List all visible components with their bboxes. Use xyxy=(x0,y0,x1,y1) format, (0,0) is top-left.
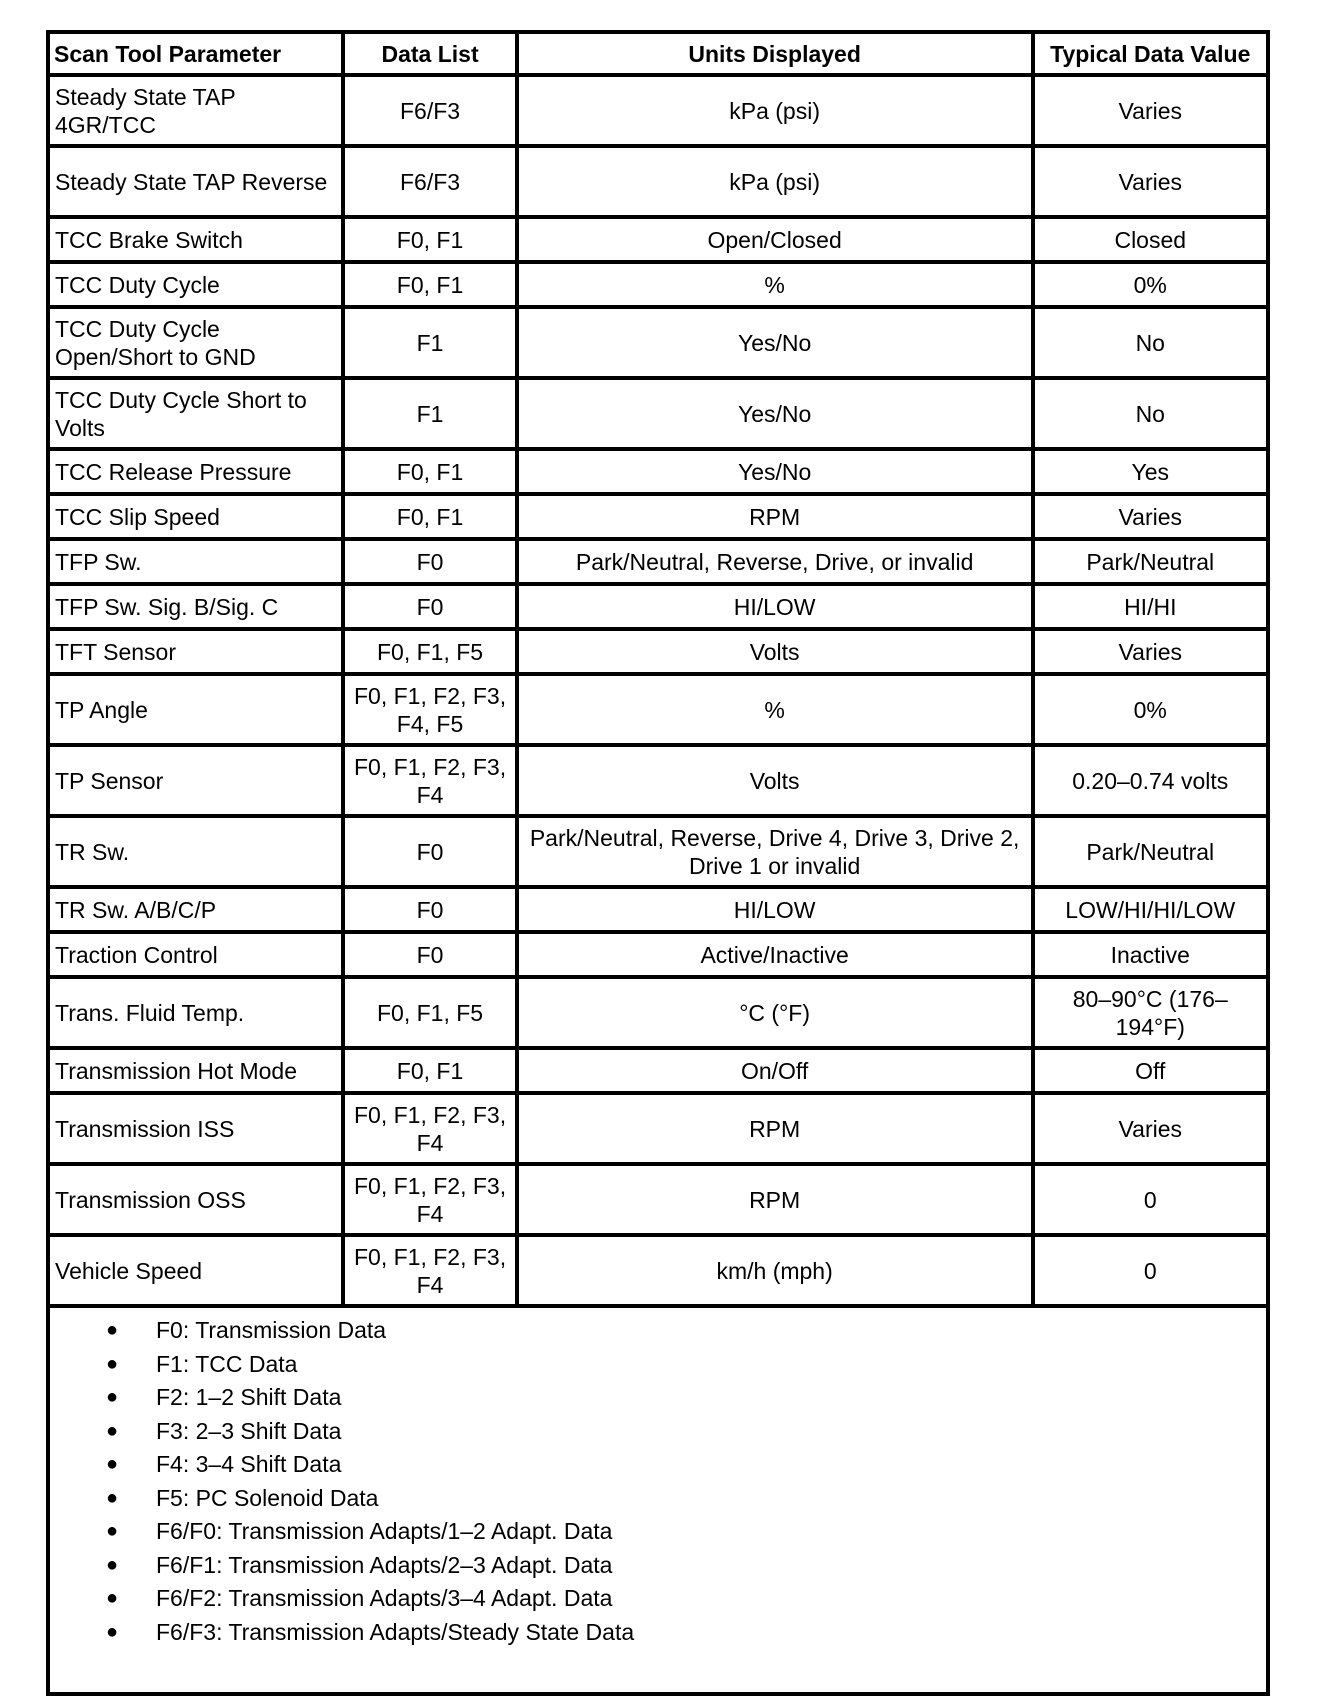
cell-units: kPa (psi) xyxy=(517,146,1033,217)
cell-parameter: TR Sw. xyxy=(48,816,343,887)
legend-item-text: F4: 3–4 Shift Data xyxy=(156,1451,342,1477)
cell-data-list: F0 xyxy=(343,887,516,932)
cell-parameter: TCC Duty Cycle xyxy=(48,262,343,307)
table-row xyxy=(48,816,1268,887)
table-body xyxy=(48,75,1268,1306)
cell-parameter: TR Sw. A/B/C/P xyxy=(48,887,343,932)
legend-item-text: F5: PC Solenoid Data xyxy=(156,1484,379,1511)
cell-units: HI/LOW xyxy=(517,584,1033,629)
cell-parameter: Vehicle Speed xyxy=(48,1235,343,1306)
cell-parameter: Trans. Fluid Temp. xyxy=(48,977,343,1048)
table-row xyxy=(48,977,1268,1048)
header-units-displayed: Units Displayed xyxy=(517,32,1033,75)
legend-item-text: F1: TCC Data xyxy=(156,1350,298,1377)
cell-units: % xyxy=(517,262,1033,307)
table-row xyxy=(48,674,1268,745)
table-row xyxy=(48,307,1268,378)
legend-list xyxy=(50,1314,1266,1649)
cell-parameter: Transmission Hot Mode xyxy=(48,1048,343,1093)
table-row xyxy=(48,1093,1268,1164)
cell-typical-value: Varies xyxy=(1033,146,1268,217)
legend-item-text: F0: Transmission Data xyxy=(156,1317,387,1343)
cell-units: On/Off xyxy=(517,1048,1033,1093)
cell-data-list: F1 xyxy=(343,307,516,378)
cell-data-list: F0, F1 xyxy=(343,1048,516,1093)
cell-units: Open/Closed xyxy=(517,217,1033,262)
cell-parameter: TP Angle xyxy=(48,674,343,745)
table-row xyxy=(48,584,1268,629)
cell-typical-value: Park/Neutral xyxy=(1033,539,1268,584)
cell-data-list: F0 xyxy=(343,816,516,887)
header-scan-tool-parameter: Scan Tool Parameter xyxy=(48,32,343,75)
cell-data-list: F0, F1, F5 xyxy=(343,977,516,1048)
cell-units: Yes/No xyxy=(517,307,1033,378)
bullet-icon: ● xyxy=(106,1587,119,1609)
cell-data-list: F0, F1 xyxy=(343,262,516,307)
cell-units: Park/Neutral, Reverse, Drive 4, Drive 3, Drive 2, Drive 1 or invalid xyxy=(517,816,1033,887)
legend-item xyxy=(50,1549,1266,1583)
cell-typical-value: LOW/HI/HI/LOW xyxy=(1033,887,1268,932)
table-row xyxy=(48,449,1268,494)
cell-typical-value: Varies xyxy=(1033,629,1268,674)
cell-typical-value: Varies xyxy=(1033,75,1268,146)
document xyxy=(46,30,1270,1696)
table-row xyxy=(48,887,1268,932)
legend-item xyxy=(50,1515,1266,1549)
bullet-icon: ● xyxy=(106,1520,119,1542)
cell-data-list: F6/F3 xyxy=(343,146,516,217)
cell-units: Active/Inactive xyxy=(517,932,1033,977)
legend-item xyxy=(50,1314,1266,1348)
table-row xyxy=(48,539,1268,584)
table-row xyxy=(48,217,1268,262)
cell-typical-value: 0% xyxy=(1033,674,1268,745)
cell-parameter: TFT Sensor xyxy=(48,629,343,674)
cell-typical-value: 80–90°C (176–194°F) xyxy=(1033,977,1268,1048)
cell-data-list: F0, F1, F2, F3, F4 xyxy=(343,1164,516,1235)
bullet-icon: ● xyxy=(106,1419,119,1442)
cell-typical-value: Varies xyxy=(1033,494,1268,539)
cell-typical-value: Inactive xyxy=(1033,932,1268,977)
table-header-row xyxy=(48,32,1268,75)
cell-typical-value: Yes xyxy=(1033,449,1268,494)
cell-data-list: F6/F3 xyxy=(343,75,516,146)
cell-parameter: TCC Duty Cycle Short to Volts xyxy=(48,378,343,449)
cell-units: RPM xyxy=(517,1164,1033,1235)
legend-item xyxy=(50,1616,1266,1650)
data-list-legend xyxy=(46,1308,1270,1696)
cell-parameter: TCC Brake Switch xyxy=(48,217,343,262)
cell-typical-value: Off xyxy=(1033,1048,1268,1093)
table-row xyxy=(48,932,1268,977)
cell-units: Park/Neutral, Reverse, Drive, or invalid xyxy=(517,539,1033,584)
legend-item-text: F2: 1–2 Shift Data xyxy=(156,1384,342,1410)
cell-data-list: F0 xyxy=(343,539,516,584)
cell-parameter: Steady State TAP 4GR/TCC xyxy=(48,75,343,146)
cell-parameter: TCC Release Pressure xyxy=(48,449,343,494)
cell-typical-value: 0 xyxy=(1033,1164,1268,1235)
cell-units: Volts xyxy=(517,629,1033,674)
cell-units: RPM xyxy=(517,494,1033,539)
cell-data-list: F0, F1, F2, F3, F4 xyxy=(343,1093,516,1164)
cell-typical-value: Varies xyxy=(1033,1093,1268,1164)
bullet-icon: ● xyxy=(106,1486,119,1509)
bullet-icon: ● xyxy=(106,1620,119,1643)
table-row xyxy=(48,146,1268,217)
cell-units: °C (°F) xyxy=(517,977,1033,1048)
cell-parameter: Traction Control xyxy=(48,932,343,977)
cell-units: RPM xyxy=(517,1093,1033,1164)
cell-data-list: F0, F1 xyxy=(343,494,516,539)
cell-units: Volts xyxy=(517,745,1033,816)
cell-units: kPa (psi) xyxy=(517,75,1033,146)
header-typical-data-value: Typical Data Value xyxy=(1033,32,1268,75)
table-row xyxy=(48,1164,1268,1235)
table-row xyxy=(48,1048,1268,1093)
legend-item-text: F6/F1: Transmission Adapts/2–3 Adapt. Data xyxy=(156,1551,613,1578)
cell-typical-value: Closed xyxy=(1033,217,1268,262)
header-data-list: Data List xyxy=(343,32,516,75)
legend-item xyxy=(50,1482,1266,1516)
legend-item xyxy=(50,1381,1266,1415)
legend-item-text: F6/F3: Transmission Adapts/Steady State Data xyxy=(156,1618,635,1645)
cell-data-list: F0, F1 xyxy=(343,449,516,494)
legend-item-text: F3: 2–3 Shift Data xyxy=(156,1417,342,1444)
cell-typical-value: HI/HI xyxy=(1033,584,1268,629)
cell-parameter: Transmission OSS xyxy=(48,1164,343,1235)
cell-parameter: TP Sensor xyxy=(48,745,343,816)
cell-typical-value: Park/Neutral xyxy=(1033,816,1268,887)
scan-tool-data-table xyxy=(46,30,1270,1308)
bullet-icon: ● xyxy=(106,1453,119,1475)
legend-item-text: F6/F2: Transmission Adapts/3–4 Adapt. Data xyxy=(156,1585,613,1611)
table-row xyxy=(48,75,1268,146)
cell-data-list: F0 xyxy=(343,932,516,977)
table-row xyxy=(48,494,1268,539)
table-row xyxy=(48,629,1268,674)
cell-parameter: TFP Sw. Sig. B/Sig. C xyxy=(48,584,343,629)
cell-parameter: Steady State TAP Reverse xyxy=(48,146,343,217)
cell-data-list: F0, F1, F5 xyxy=(343,629,516,674)
cell-units: km/h (mph) xyxy=(517,1235,1033,1306)
cell-parameter: Transmission ISS xyxy=(48,1093,343,1164)
bullet-icon: ● xyxy=(106,1352,119,1375)
bullet-icon: ● xyxy=(106,1553,119,1576)
table-row xyxy=(48,1235,1268,1306)
cell-data-list: F0, F1 xyxy=(343,217,516,262)
bullet-icon: ● xyxy=(106,1319,119,1341)
cell-typical-value: 0 xyxy=(1033,1235,1268,1306)
table-row xyxy=(48,378,1268,449)
cell-data-list: F0, F1, F2, F3, F4, F5 xyxy=(343,674,516,745)
cell-data-list: F0 xyxy=(343,584,516,629)
legend-item xyxy=(50,1415,1266,1449)
cell-parameter: TCC Slip Speed xyxy=(48,494,343,539)
legend-item xyxy=(50,1582,1266,1616)
table-row xyxy=(48,745,1268,816)
cell-units: % xyxy=(517,674,1033,745)
cell-data-list: F0, F1, F2, F3, F4 xyxy=(343,745,516,816)
cell-typical-value: 0% xyxy=(1033,262,1268,307)
cell-data-list: F0, F1, F2, F3, F4 xyxy=(343,1235,516,1306)
cell-units: HI/LOW xyxy=(517,887,1033,932)
cell-parameter: TFP Sw. xyxy=(48,539,343,584)
bullet-icon: ● xyxy=(106,1386,119,1408)
cell-data-list: F1 xyxy=(343,378,516,449)
table-row xyxy=(48,262,1268,307)
legend-item xyxy=(50,1448,1266,1482)
cell-parameter: TCC Duty Cycle Open/Short to GND xyxy=(48,307,343,378)
cell-typical-value: No xyxy=(1033,307,1268,378)
cell-typical-value: 0.20–0.74 volts xyxy=(1033,745,1268,816)
cell-units: Yes/No xyxy=(517,378,1033,449)
legend-item xyxy=(50,1348,1266,1382)
cell-units: Yes/No xyxy=(517,449,1033,494)
legend-item-text: F6/F0: Transmission Adapts/1–2 Adapt. Data xyxy=(156,1518,613,1544)
cell-typical-value: No xyxy=(1033,378,1268,449)
